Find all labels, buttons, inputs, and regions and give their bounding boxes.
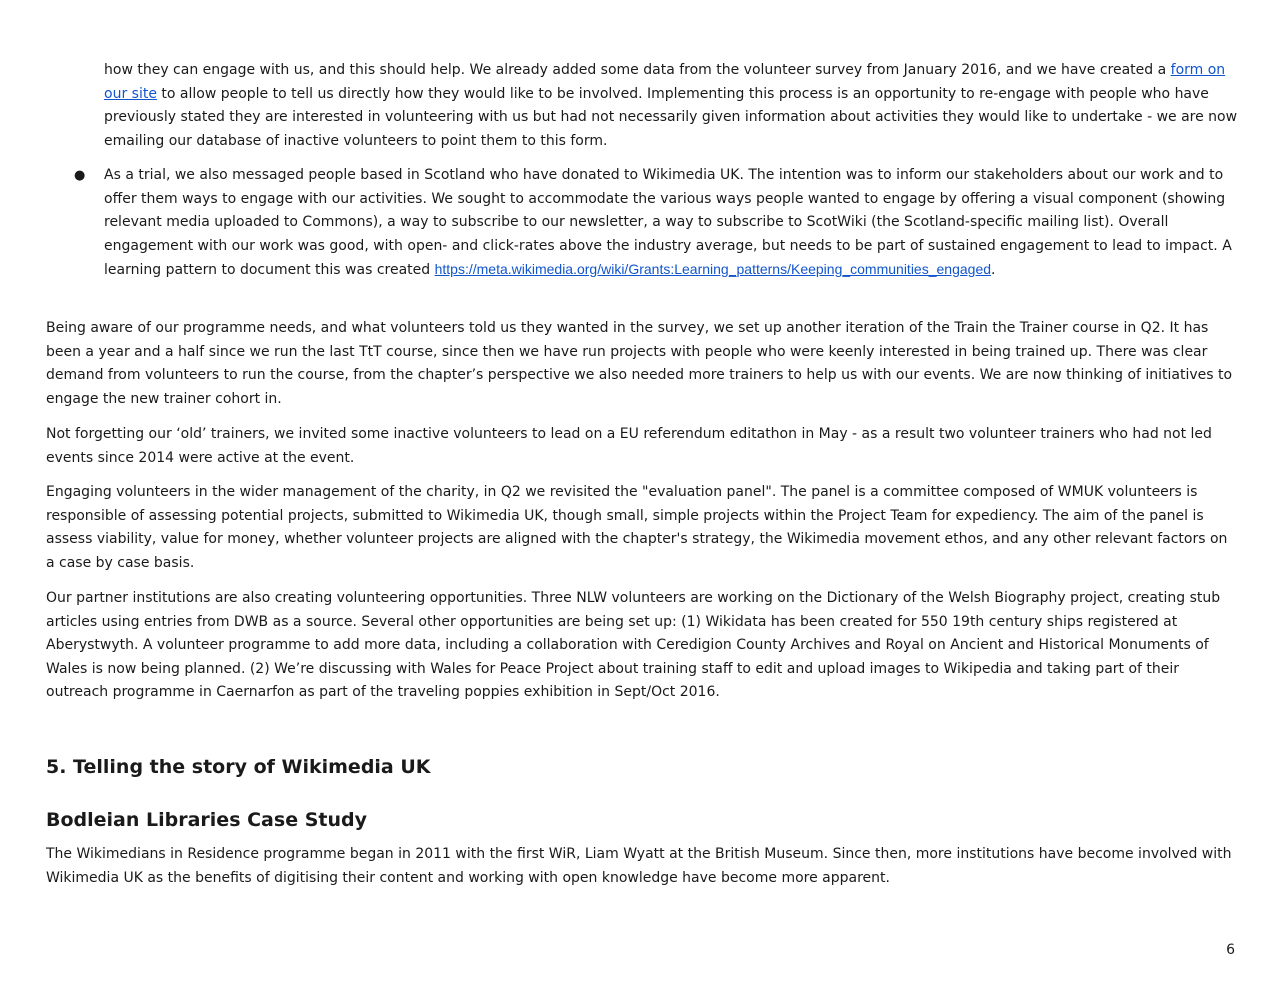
paragraph-train-the-trainer: Being aware of our programme needs, and what volunteers told us they wanted in the survey, we set up another iteration of the Train the Trainer course in Q2. It has been a year and a half since we run the last TtT course, since then we have run projects with people who were keenly interested in being trained up. There was clear demand from volunteers to run the course, from the chapter’s perspective we also needed more trainers to help us with our events. We are now thinking of initiatives to engage the new trainer cohort in. <box>46 320 1233 407</box>
page-number: 6 <box>1226 942 1235 958</box>
paragraph-old-trainers: Not forgetting our ‘old’ trainers, we invited some inactive volunteers to lead on a EU referendum editathon in May - as a result two volunteer trainers who had not led events since 2014 were active at the event. <box>46 426 1212 466</box>
bullet-scotland-text: As a trial, we also messaged people based in Scotland who have donated to Wikimedia UK. The intention was to inform our stakeholders about our work and to offer them ways to engage with our activities. We sought to accommodate the various ways people wanted to engage by offering a visual component (showing relevant media uploaded to Commons), a way to subscribe to our newsletter, a way to subscribe to ScotWiki (the Scotland-specific mailing list). Overall engagement with our work was good, with open- and click-rates above the industry average, but needs to be part of sustained engagement to lead to impact. A learning pattern to document this was created <box>104 167 1232 278</box>
bullet-end-period: . <box>991 262 996 278</box>
paragraph-wikimedians-in-residence: The Wikimedians in Residence programme began in 2011 with the first WiR, Liam Wyatt at the British Museum. Since then, more institutions have become involved with Wikimedia UK as the benefits of digitising their content and working with open knowledge have become more apparent. <box>46 846 1232 886</box>
continued-bullet-text <box>104 59 1238 153</box>
continued-bullet-part1: how they can engage with us, and this should help. We already added some data from the volunteer survey from January 2016, and we have created a <box>104 62 1171 78</box>
continued-bullet-part2: to allow people to tell us directly how they would like to be involved. Implementing this process is an opportunity to re-engage with people who have previously stated they are interested in volunteering with us but had not necessarily given information about activities they would like to undertake - we are now emailing our database of inactive volunteers to point them to this form. <box>104 85 1238 149</box>
form-on-our-site-link[interactable]: form on our site <box>104 62 1226 102</box>
subheading-bodleian: Bodleian Libraries Case Study <box>46 809 367 831</box>
section-heading: 5. Telling the story of Wikimedia UK <box>46 756 431 778</box>
paragraph-partner-institutions: Our partner institutions are also creating volunteering opportunities. Three NLW volunteers are working on the Dictionary of the Welsh Biography project, creating stub articles using entries from DWB as a source. Several other opportunities are being set up: (1) Wikidata has been created for 550 19th century ships registered at Aberystwyth. A volunteer programme to add more data, including a collaboration with Ceredigion County Archives and Royal on Ancient and Historical Monuments of Wales is now being planned. (2) We’re discussing with Wales for Peace Project about training staff to edit and upload images to Wikipedia and taking part of their outreach programme in Caernarfon as part of the traveling poppies exhibition in Sept/Oct 2016. <box>46 590 1221 700</box>
bullet-scotland-trial <box>104 164 1238 283</box>
bullet-marker: ● <box>74 168 86 183</box>
learning-pattern-link[interactable]: https://meta.wikimedia.org/wiki/Grants:Learning_patterns/Keeping_communities_engaged <box>434 261 992 277</box>
paragraph-evaluation-panel: Engaging volunteers in the wider management of the charity, in Q2 we revisited the "evaluation panel". The panel is a committee composed of WMUK volunteers is responsible of assessing potential projects, submitted to Wikimedia UK, though small, simple projects within the Project Team for expediency. The aim of the panel is assess viability, value for money, whether volunteer projects are aligned with the chapter's strategy, the Wikimedia movement ethos, and any other relevant factors on a case by case basis. <box>46 484 1228 571</box>
